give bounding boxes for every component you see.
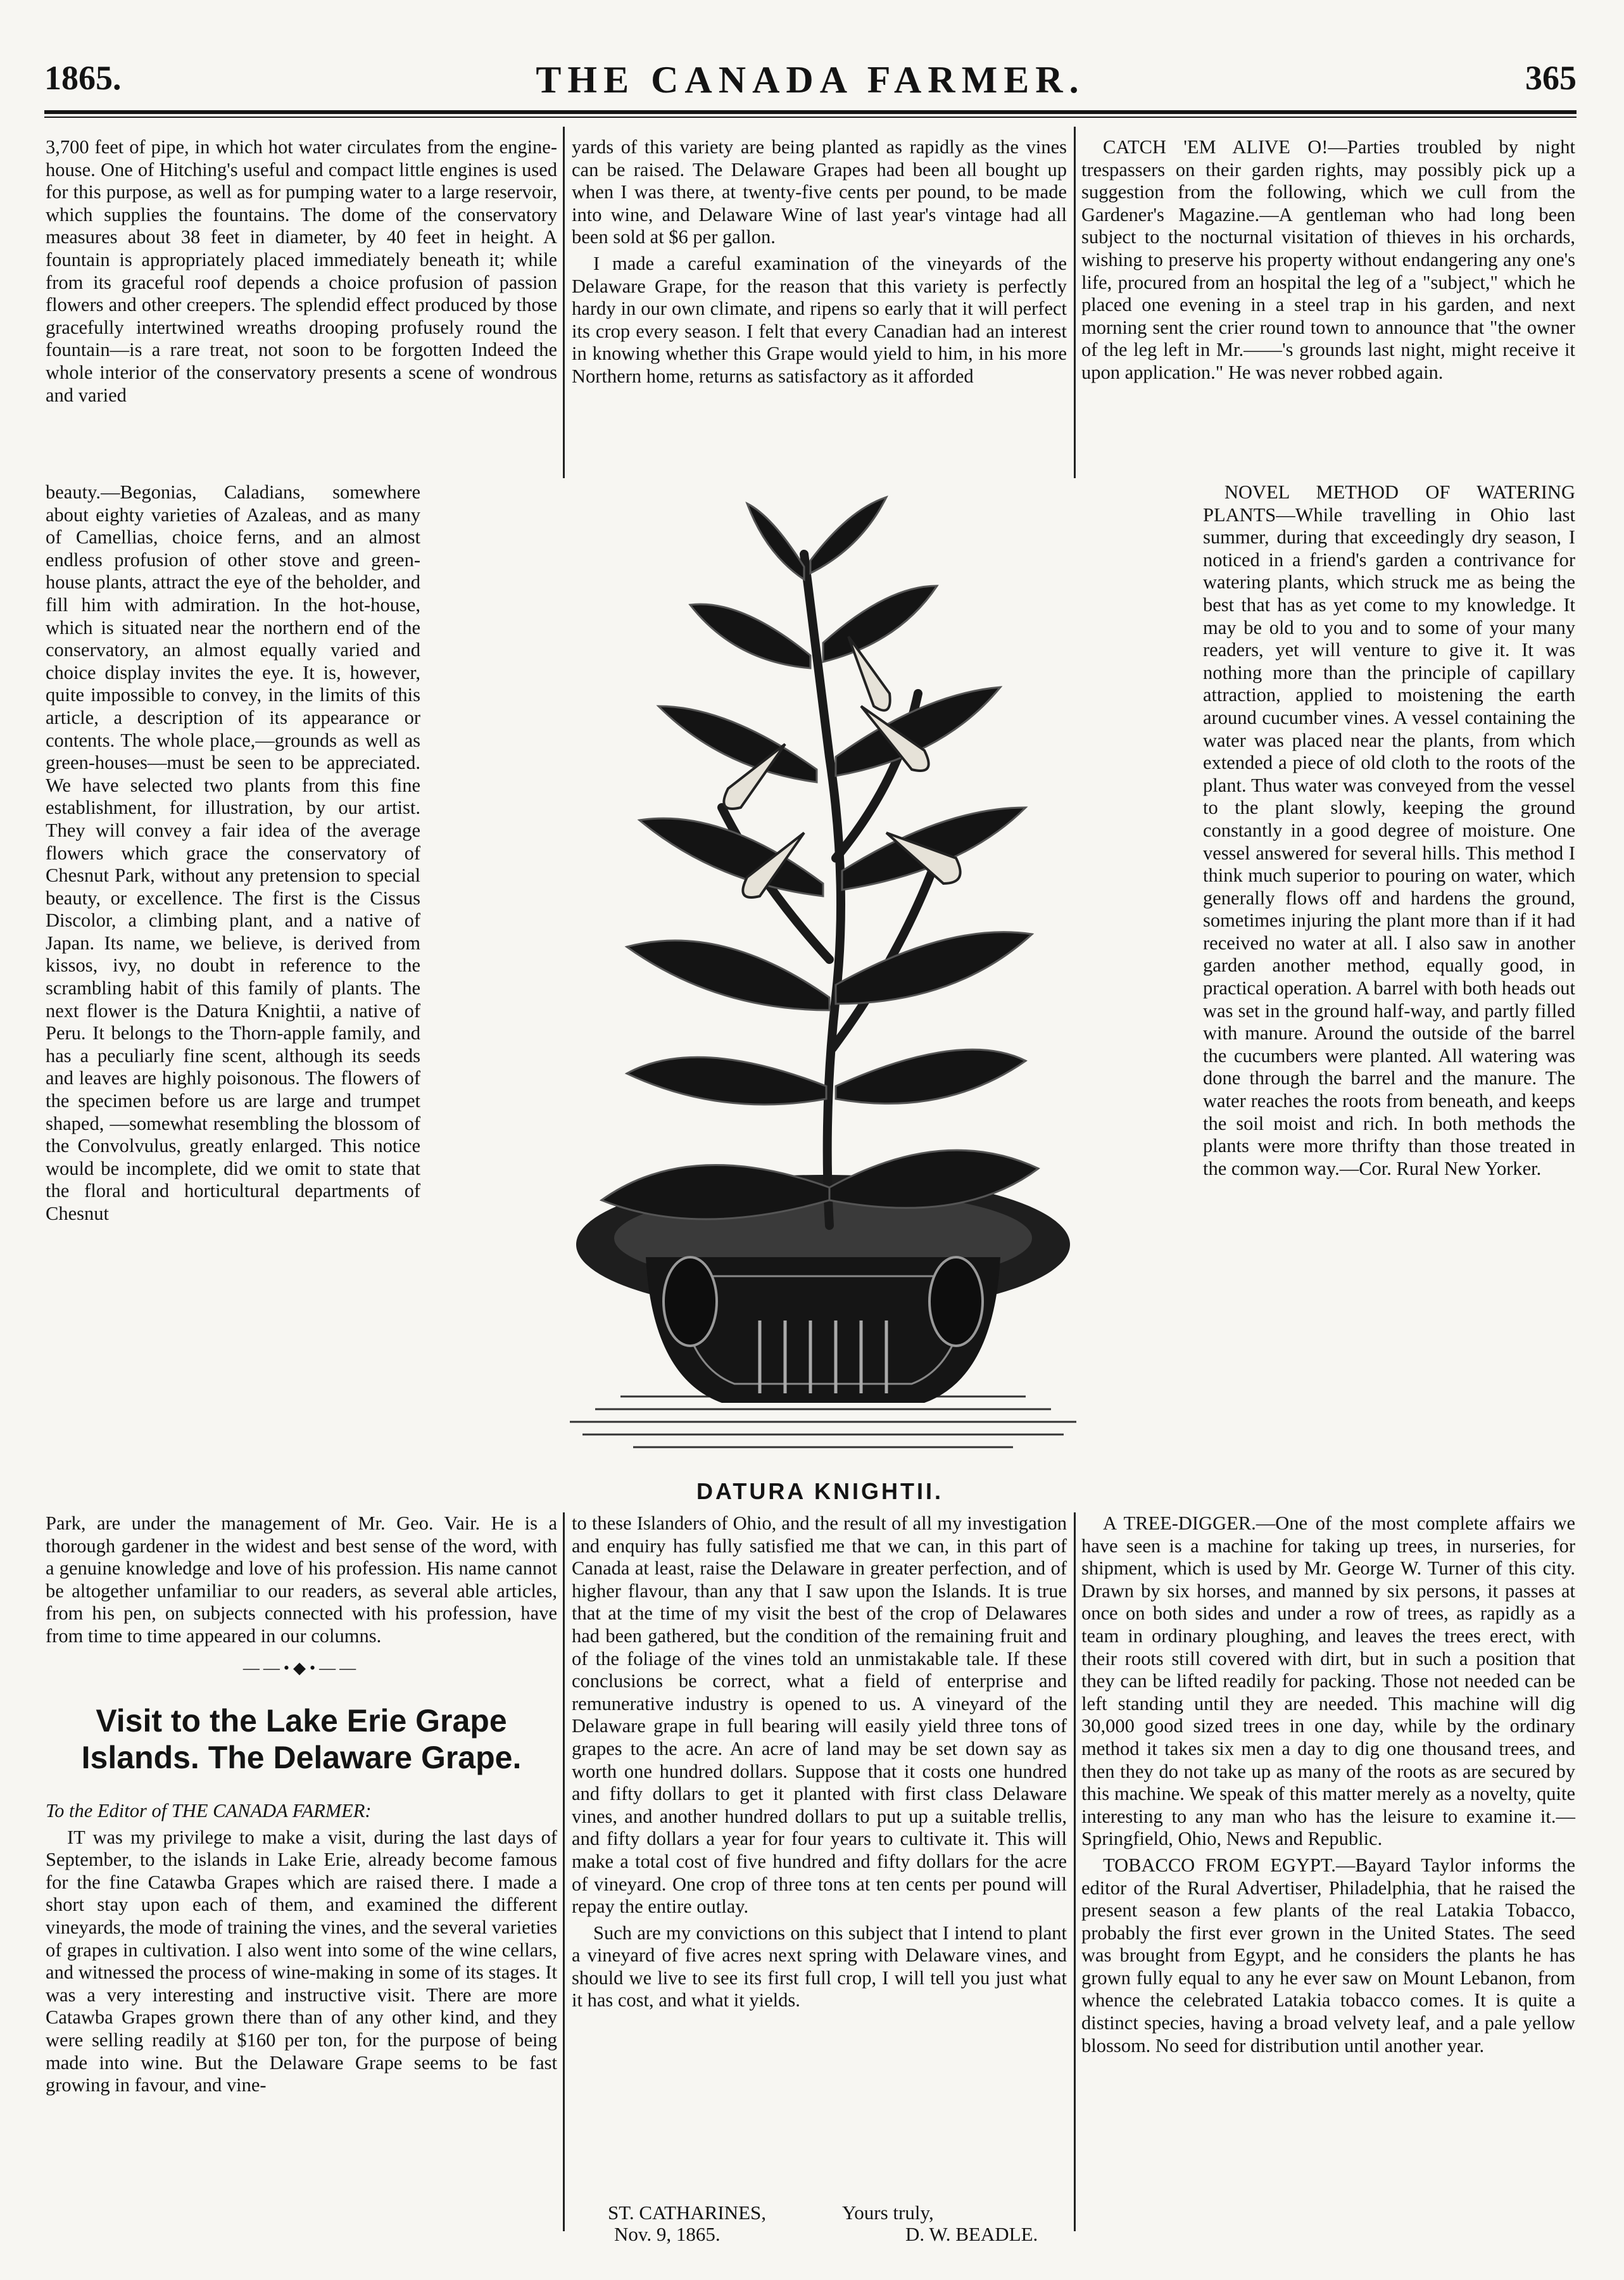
paragraph: IT was my privilege to make a visit, during the last days of September, to the islands in Lake Erie, already become famous for the fine Catawba Grapes which are raised there. I made a short stay upon each of them, and examined the different vineyards, the mode of training the vines, and the several varieties of grapes in cultivation. I also went into some of the wine cellars, and witnessed the process of wine-making in some of its stages. It was a very interesting and instructive visit. There are more Catawba Grapes grown there than of any other kind, and they were selling readily at $160 per ton, for the purpose of being made into wine. But the Delaware Grape seems to be fast growing in favour, and vine- xyxy=(46,1826,557,2096)
item-heading: NOVEL METHOD OF WATERING PLANTS xyxy=(1203,481,1575,526)
paragraph-catch-em-alive xyxy=(1081,136,1575,384)
column-3-narrow xyxy=(1203,481,1575,1184)
signature-closing: Yours truly, xyxy=(842,2201,934,2224)
column-2-bottom xyxy=(572,1512,1067,2016)
column-divider xyxy=(1074,1512,1076,2231)
item-body: —While travelling in Ohio last summer, during that exceedingly dry season, I noticed in a friend's garden a contrivance for watering plants, which struck me as being the best that has as yet come to my knowledge. It may be old to you and to some of your many readers, yet will venture to give it. It was nothing more than the principle of capillary attraction, applied to moistening the earth around cucumber vines. A vessel containing the water was placed near the plants, from which extended a piece of old cloth to the roots of the plant. Thus water was conveyed from the vessel to the plant slowly, keeping the ground constantly in a good degree of moisture. One vessel answered for several hills. This method I think much superior to pouring on water, which generally flows off and hardens the ground, sometimes injuring the plant more than if it had received no water at all. I also saw in another garden another method, equally good, in practical operation. A barrel with both heads out was set in the ground half-way, and partly filled with manure. Around the outside of the barrel the cucumbers were planted. All watering was done through the barrel and the manure. The water reaches the roots from beneath, and keeps the soil moist and rich. In both methods the plants were more thrifty than those treated in the common way.—Cor. Rural New Yorker. xyxy=(1203,504,1575,1179)
salutation: To the Editor of THE CANADA FARMER: xyxy=(46,1800,372,1821)
paragraph-novel-method xyxy=(1203,481,1575,1180)
paragraph: beauty.—Begonias, Caladians, somewhere about eighty varieties of Azaleas, and as many of Camellias, choice ferns, and an almost endless profusion of other stove and green-house plants, attract the eye of the beholder, and fill him with admiration. In the hot-house, which is situated near the northern end of the conservatory, an almost equally varied and choice display invites the eye. It is, however, quite impossible to convey, in the limits of this article, a description of its appearance or contents. The whole place,—grounds as well as green-houses—must be seen to be appreciated. We have selected two plants from this fine establishment, for illustration, by our artist. They will convey a fair idea of the average flowers which grace the conservatory of Chesnut Park, without any pretension to special beauty, or excellence. The first is the Cissus Discolor, a climbing plant, and a native of Japan. Its name, we believe, is derived from kissos, ivy, no doubt in reference to the scrambling habit of this family of plants. The next flower is the Datura Knightii, a native of Peru. It belongs to the Thorn-apple family, and has a peculiarly fine scent, although its seeds and leaves are highly poisonous. The flowers of the specimen before us are large and trumpet shaped, —somewhat resembling the blossom of the Convolvulus, greatly enlarged. This notice would be incomplete, did we omit to state that the floral and horticultural departments of Chesnut xyxy=(46,481,420,1224)
header-page-number: 365 xyxy=(1525,59,1577,97)
header-rule-thin xyxy=(44,117,1577,118)
column-divider xyxy=(1074,127,1076,478)
column-divider xyxy=(563,1512,565,2231)
paragraph-tree-digger xyxy=(1081,1512,1575,1851)
column-2-top xyxy=(572,136,1067,392)
item-heading: CATCH 'EM ALIVE O! xyxy=(1103,136,1328,158)
paragraph: yards of this variety are being planted as rapidly as the vines can be raised. The Delaware Grapes had been all bought up when I was there, at twenty-five cents per pound, to be made into wine, and Delaware Wine of last year's vintage had all been sold at $6 per gallon. xyxy=(572,136,1067,248)
column-1-top xyxy=(46,136,557,410)
signature-date: Nov. 9, 1865. xyxy=(614,2223,721,2245)
header-year: 1865. xyxy=(44,59,122,97)
paragraph-tobacco xyxy=(1081,1854,1575,2057)
datura-knightii-illustration xyxy=(532,478,1114,1466)
item-body: —Parties troubled by night trespassers on their garden rights, may possibly pick up a suggestion from the following, which we cull from the Gardener's Magazine.—A gentleman who had long been subject to the nocturnal visitation of thieves in his orchards, wishing to preserve his property without endangering any one's life, procured from an hospital the leg of a "subject," which he placed one evening in a steel trap in his garden, and next morning sent the crier round town to announce that "the owner of the leg left in Mr.——'s grounds last night, might receive it upon application." He was never robbed again. xyxy=(1081,136,1575,383)
column-3-bottom xyxy=(1081,1512,1575,2061)
signature-name: D. W. BEADLE. xyxy=(905,2223,1038,2245)
item-heading: TOBACCO FROM EGYPT. xyxy=(1103,1854,1336,1876)
page-header xyxy=(44,58,1577,109)
column-1-bottom xyxy=(46,1512,557,1697)
column-divider xyxy=(563,127,565,478)
paragraph: to these Islanders of Ohio, and the result of all my investigation and enquiry has fully satisfied me that we can, in this part of Canada at least, raise the Delaware in greater perfection, and of higher flavour, than any that I saw upon the Islands. It is true that at the time of my visit the best of the crop of Delawares had been gathered, but the condition of the remaining fruit and of the foliage of the vines told an unmistakable tale. If these conclusions be correct, what a field of enterprise and remunerative industry is opened to us. A vineyard of the Delaware grape in full bearing will easily yield three tons of grapes to the acre. An acre of land may be set down say as worth one hundred dollars. Suppose that it costs one hundred and fifty dollars to get it planted with first class Delaware vines, and another hundred dollars to put up a suitable trellis, and fifty dollars a year for four years to cultivate it. This will make a total cost of five hundred and fifty dollars for the acre of vineyard. One crop of three tons at ten cents per pound will repay the entire outlay. xyxy=(572,1512,1067,1918)
plant-leaves xyxy=(601,497,1038,1219)
figure-caption: DATURA KNIGHTII. xyxy=(696,1478,943,1504)
header-journal-title: THE CANADA FARMER. xyxy=(536,59,1085,101)
item-heading: A TREE-DIGGER. xyxy=(1103,1512,1256,1534)
header-rule xyxy=(44,110,1577,114)
item-body: —Bayard Taylor informs the editor of the Rural Advertiser, Philadelphia, that he raised the present season a few plants of the real Latakia Tobacco, probably the first ever grown in the United States. The seed was brought from Egypt, and he considers the plants he has grown fully equal to any he ever saw on Mount Lebanon, from whence the celebrated Latakia tobacco comes. It is quite a distinct species, having a broad velvety leaf, and a pale yellow blossom. No seed for distribution until another year. xyxy=(1081,1854,1575,2056)
ground-hatching xyxy=(570,1396,1076,1447)
paragraph: 3,700 feet of pipe, in which hot water circulates from the engine-house. One of Hitching's useful and compact little engines is used for this purpose, as well as for pumping water to a large reservoir, which supplies the fountains. The dome of the conservatory measures about 38 feet in diameter, by 40 feet in height. A fountain is appropriately placed immediately beneath it; while from its graceful roof depends a choice profusion of passion flowers and other creepers. The splendid effect produced by those gracefully intertwined wreaths drooping profusely round the fountain—is a rare treat, not soon to be forgotten Indeed the whole interior of the conservatory presents a scene of wondrous and varied xyxy=(46,136,557,406)
item-body: —One of the most complete affairs we have seen is a machine for taking up trees, in nurseries, for shipment, which is used by Mr. George W. Turner of this city. Drawn by six horses, and manned by six persons, it passes at once on both sides and under a row of trees, as rapidly as a team in ordinary ploughing, and leaves the trees erect, with their roots still covered with dirt, but in such a position that they can be lifted readily for packing. Those not needed can be left standing until they are needed. This machine will dig 30,000 good sized trees in one day, while by the ordinary method it takes six men a day to dig one thousand trees, and then they do not take up as many of the roots as are secured by this machine. We speak of this matter merely as a novelty, quite interesting to any man who has the leisure to examine it.—Springfield, Ohio, News and Republic. xyxy=(1081,1512,1575,1850)
signature-place: ST. CATHARINES, xyxy=(608,2201,767,2224)
article-title: Visit to the Lake Erie Grape Islands. The Delaware Grape. xyxy=(81,1703,522,1775)
column-1-narrow xyxy=(46,481,420,1229)
section-divider: ——•◆•—— xyxy=(242,1658,360,1677)
paragraph: I made a careful examination of the vineyards of the Delaware Grape, for the reason that this variety is perfectly hardy in our own climate, and ripens so early that it will perfect its crop every season. I felt that every Canadian had an interest in knowing whether this Grape would yield to him, in his more Northern home, returns as satisfactory as it afforded xyxy=(572,252,1067,387)
column-3-top xyxy=(1081,136,1575,388)
paragraph: Park, are under the management of Mr. Geo. Vair. He is a thorough gardener in the widest and best sense of the word, with a genuine knowledge and love of his profession. His name cannot be altogether unfamiliar to our readers, as several able articles, from his pen, on subjects connected with his profession, have from time to time appeared in our columns. xyxy=(46,1512,557,1647)
column-1-article xyxy=(46,1800,557,2101)
paragraph: Such are my convictions on this subject that I intend to plant a vineyard of five acres next spring with Delaware vines, and should we live to see its first full crop, I will tell you just what it has cost, and what it yields. xyxy=(572,1922,1067,2011)
